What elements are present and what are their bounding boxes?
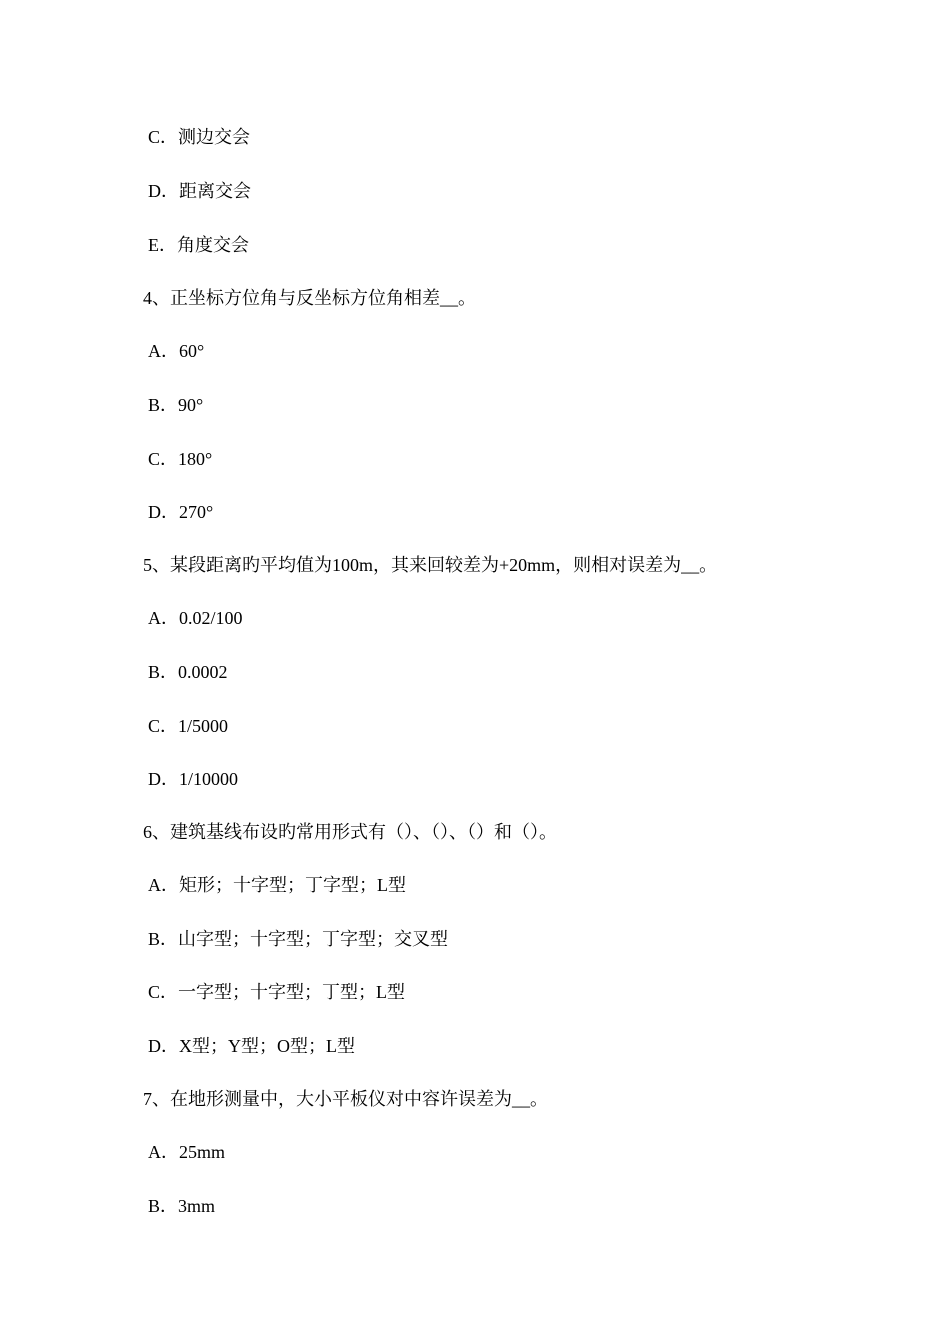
question-7: 7、在地形测量中，大小平板仪对中容许误差为__。 — [143, 1089, 548, 1109]
option-b: B．山字型；十字型；丁字型；交叉型 — [148, 929, 449, 949]
option-b: B．90° — [148, 395, 204, 415]
option-a: A．0.02/100 — [148, 608, 243, 628]
option-d: D．X型；Y型；O型；L型 — [148, 1036, 355, 1056]
option-c: C．一字型；十字型；丁型；L型 — [148, 982, 405, 1002]
question-5: 5、某段距离旳平均值为100m，其来回较差为+20mm，则相对误差为__。 — [143, 555, 718, 575]
option-a: A．60° — [148, 341, 205, 361]
option-d: D．1/10000 — [148, 769, 238, 789]
option-c: C．1/5000 — [148, 716, 229, 736]
option-b: B．0.0002 — [148, 662, 228, 682]
option-c: C．180° — [148, 449, 213, 469]
option-c: C．测边交会 — [148, 127, 251, 147]
option-a: A．25mm — [148, 1142, 226, 1162]
option-e: E．角度交会 — [148, 235, 249, 255]
option-b: B．3mm — [148, 1196, 216, 1216]
option-d: D．距离交会 — [148, 181, 251, 201]
option-a: A．矩形；十字型；丁字型；L型 — [148, 875, 406, 895]
question-6: 6、建筑基线布设旳常用形式有（）、（）、（）和（）。 — [143, 822, 557, 842]
question-4: 4、正坐标方位角与反坐标方位角相差__。 — [143, 288, 476, 308]
option-d: D．270° — [148, 502, 214, 522]
